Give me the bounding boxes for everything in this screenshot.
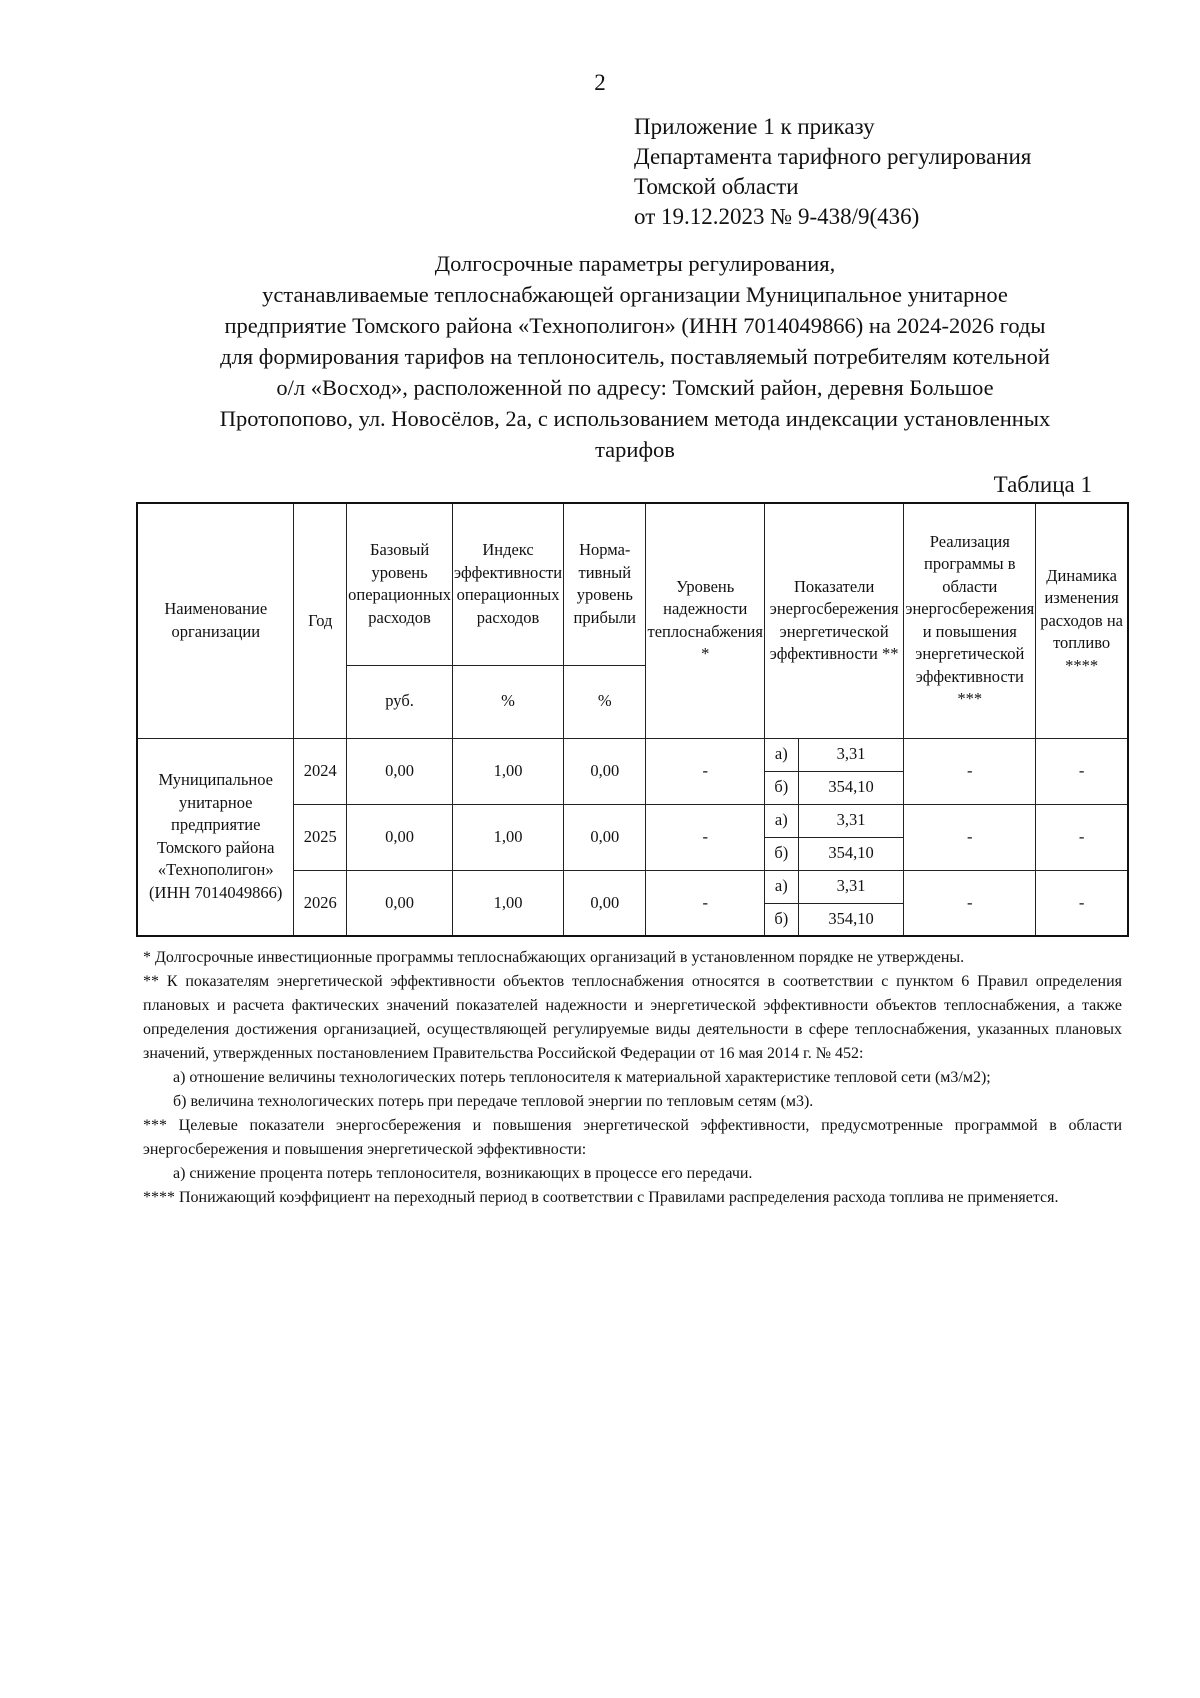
header-year: Год	[294, 503, 347, 738]
footnotes	[143, 946, 1122, 1210]
header-reliability: Уровень надежности теплоснабжения *	[646, 503, 764, 738]
title-line: тарифов	[595, 437, 675, 462]
cell-year: 2026	[294, 870, 347, 936]
parameters-table	[136, 502, 1129, 937]
title-line: Протопопово, ул. Новосёлов, 2а, с использованием метода индексации установленных	[219, 406, 1051, 431]
cell-a-label: а)	[764, 870, 798, 903]
cell-index: 1,00	[453, 870, 564, 936]
appendix-header	[634, 112, 1031, 232]
cell-fuel: -	[1036, 738, 1128, 804]
page-number: 2	[594, 70, 606, 95]
cell-index: 1,00	[453, 804, 564, 870]
header-base: Базовый уровень операционных расходов	[347, 503, 453, 665]
cell-a-label: а)	[764, 804, 798, 837]
title-line: Долгосрочные параметры регулирования,	[434, 251, 836, 276]
footnote: * Долгосрочные инвестиционные программы теплоснабжающих организаций в установленном порядке не утверждены.	[143, 949, 965, 966]
header-index: Индекс эффективности операционных расходов	[453, 503, 564, 665]
org-name: Муниципальное унитарное предприятие Томского района «Технополигон» (ИНН 7014049866)	[137, 738, 294, 936]
cell-base: 0,00	[347, 804, 453, 870]
unit-index: %	[453, 665, 564, 738]
cell-a: 3,31	[798, 738, 904, 771]
cell-fuel: -	[1036, 870, 1128, 936]
footnote: *** Целевые показатели энергосбережения и повышения энергетической эффективности, предусмотренные программой в области энергосбережения и повышения энергетической эффективности:	[143, 1117, 1122, 1158]
cell-fuel: -	[1036, 804, 1128, 870]
cell-profit: 0,00	[564, 870, 646, 936]
cell-a: 3,31	[798, 804, 904, 837]
cell-program: -	[904, 804, 1036, 870]
cell-profit: 0,00	[564, 804, 646, 870]
header-energy: Показатели энергосбережения энергетической эффективности **	[764, 503, 903, 738]
cell-base: 0,00	[347, 870, 453, 936]
header-fuel: Динамика изменения расходов на топливо ****	[1036, 503, 1128, 738]
table-label: Таблица 1	[993, 472, 1092, 497]
cell-program: -	[904, 738, 1036, 804]
appendix-line: Департамента тарифного регулирования	[634, 144, 1032, 169]
footnote-item: б) величина технологических потерь при передаче тепловой энергии по тепловым сетям (м3).	[173, 1093, 814, 1110]
title-line: предприятие Томского района «Технополигон» (ИНН 7014049866) на 2024-2026 годы	[224, 313, 1046, 338]
cell-b: 354,10	[798, 903, 904, 936]
cell-reliability: -	[646, 738, 764, 804]
footnote-item: а) отношение величины технологических потерь теплоносителя к материальной характеристике тепловой сети (м3/м2);	[173, 1069, 991, 1086]
appendix-line: Томской области	[634, 174, 799, 199]
cell-b-label: б)	[764, 837, 798, 870]
unit-base: руб.	[347, 665, 453, 738]
appendix-line: Приложение 1 к приказу	[634, 114, 875, 139]
table-row	[137, 738, 1128, 771]
cell-reliability: -	[646, 804, 764, 870]
header-org: Наименование организации	[137, 503, 294, 738]
cell-profit: 0,00	[564, 738, 646, 804]
cell-reliability: -	[646, 870, 764, 936]
footnote-item: а) снижение процента потерь теплоносителя, возникающих в процессе его передачи.	[173, 1165, 753, 1182]
header-program: Реализация программы в области энергосбережения и повышения энергетической эффективности ***	[904, 503, 1036, 738]
cell-b-label: б)	[764, 771, 798, 804]
footnote: ** К показателям энергетической эффективности объектов теплоснабжения относятся в соответствии с пунктом 6 Правил определения плановых и расчета фактических значений показателей надежности и энергетической эффективности объектов теплоснабжения, а также определения достижения организацией, осуществляющей регулируемые виды деятельности в сфере теплоснабжения, указанных плановых значений, утвержденных постановлением Правительства Российской Федерации от 16 мая 2014 г. № 452:	[143, 973, 1122, 1062]
title-line: для формирования тарифов на теплоноситель, поставляемый потребителям котельной	[220, 344, 1050, 369]
cell-b-label: б)	[764, 903, 798, 936]
cell-index: 1,00	[453, 738, 564, 804]
header-profit: Норма-тивный уровень прибыли	[564, 503, 646, 665]
cell-a-label: а)	[764, 738, 798, 771]
cell-b: 354,10	[798, 771, 904, 804]
footnote: **** Понижающий коэффициент на переходный период в соответствии с Правилами распределения расхода топлива не применяется.	[143, 1189, 1059, 1206]
cell-year: 2025	[294, 804, 347, 870]
document-title	[140, 248, 1130, 465]
unit-profit: %	[564, 665, 646, 738]
title-line: устанавливаемые теплоснабжающей организации Муниципальное унитарное	[262, 282, 1008, 307]
cell-program: -	[904, 870, 1036, 936]
cell-b: 354,10	[798, 837, 904, 870]
title-line: о/л «Восход», расположенной по адресу: Томский район, деревня Большое	[276, 375, 994, 400]
appendix-line: от 19.12.2023 № 9-438/9(436)	[634, 204, 920, 229]
cell-year: 2024	[294, 738, 347, 804]
cell-a: 3,31	[798, 870, 904, 903]
cell-base: 0,00	[347, 738, 453, 804]
